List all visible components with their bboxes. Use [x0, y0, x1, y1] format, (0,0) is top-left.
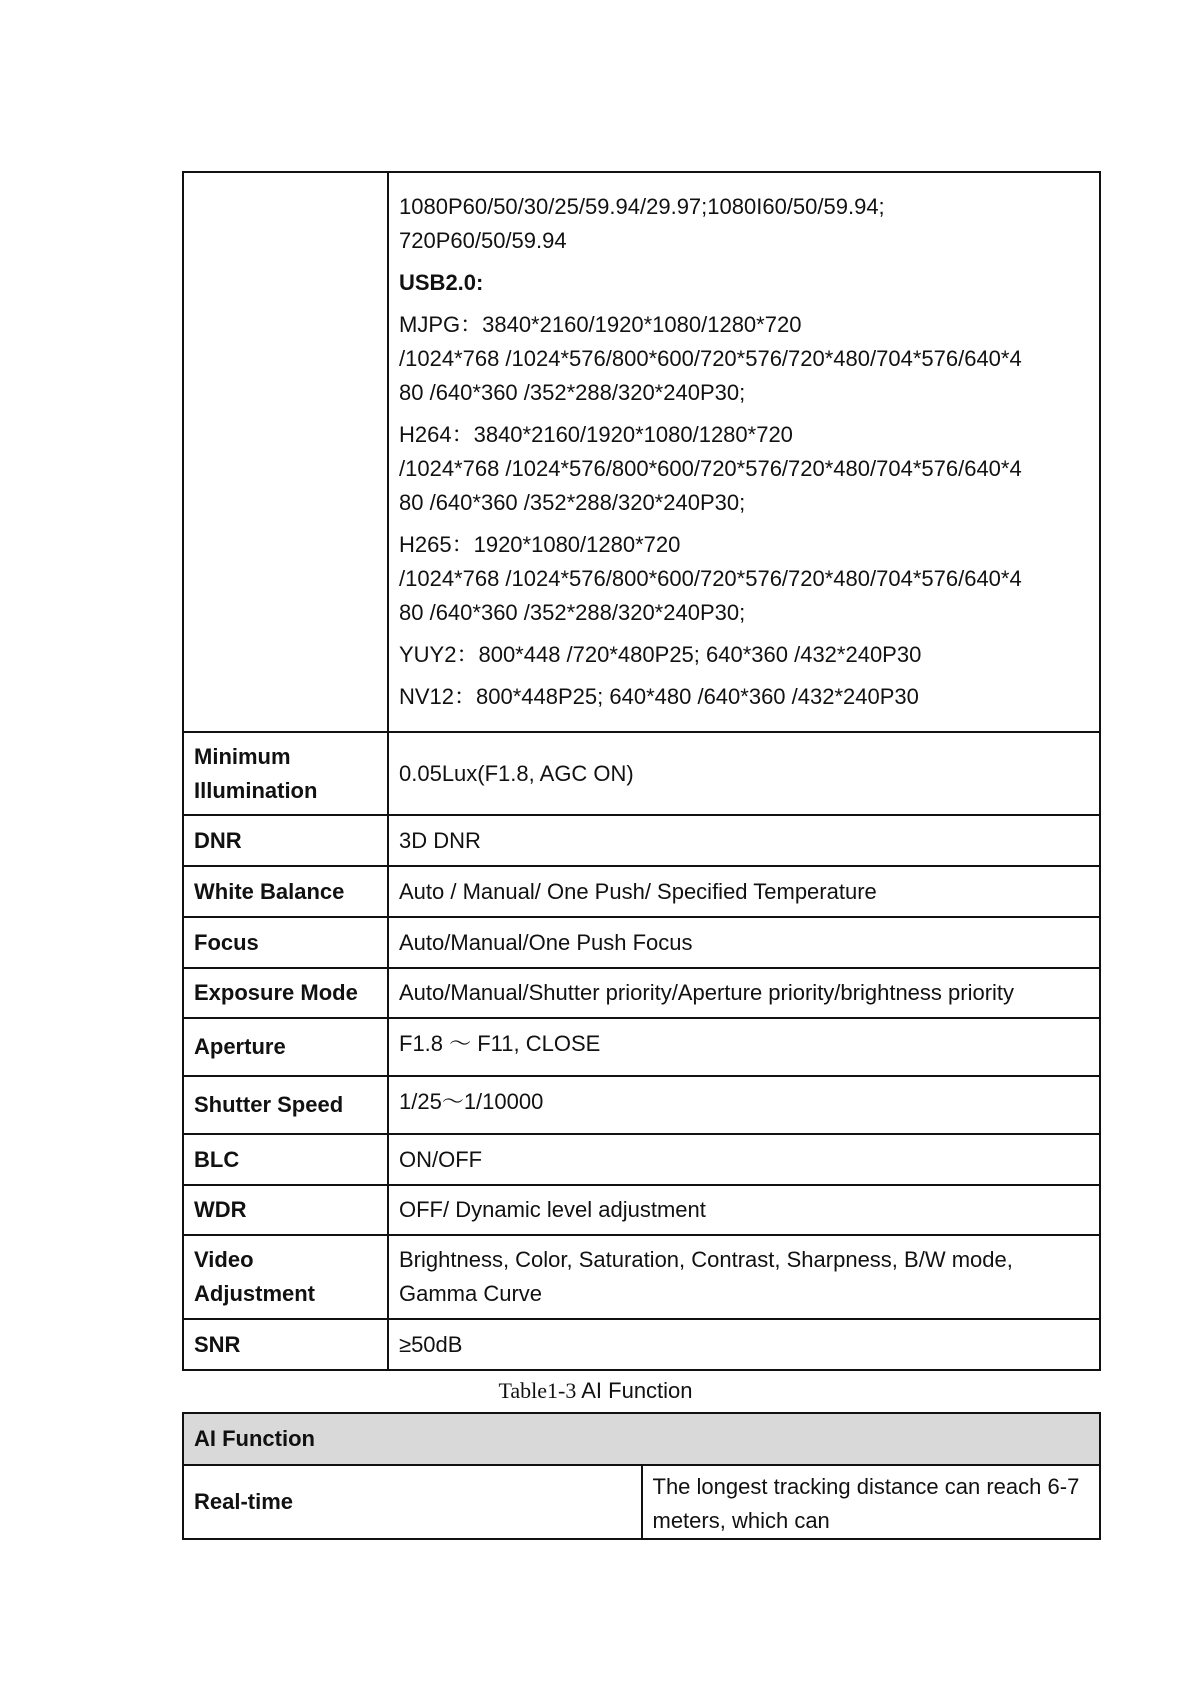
table-row	[183, 1018, 1100, 1076]
row-value: 1/25～1/10000	[388, 1076, 1100, 1134]
row-key: White Balance	[183, 866, 388, 917]
row-key: Video Adjustment	[183, 1235, 388, 1319]
h264-line: H264：3840*2160/1920*1080/1280*720	[399, 422, 793, 447]
h264-line: /1024*768 /1024*576/800*600/720*576/720*480/704*576/640*4	[399, 456, 1022, 481]
table-caption	[0, 1378, 1191, 1404]
row-key: Exposure Mode	[183, 968, 388, 1018]
table-row	[183, 1185, 1100, 1235]
table-row	[183, 968, 1100, 1018]
format-line: 720P60/50/59.94	[399, 228, 567, 253]
table-header-row	[183, 1413, 1100, 1465]
caption-number: Table1-3	[498, 1378, 577, 1403]
row-value: Brightness, Color, Saturation, Contrast, Sharpness, B/W mode, Gamma Curve	[388, 1235, 1100, 1319]
row-key: DNR	[183, 815, 388, 866]
table-row	[183, 1465, 1100, 1539]
table-row	[183, 866, 1100, 917]
row-key: Aperture	[183, 1018, 388, 1076]
row-key: Focus	[183, 917, 388, 968]
row-value: OFF/ Dynamic level adjustment	[388, 1185, 1100, 1235]
table-row	[183, 1235, 1100, 1319]
row-key: Real-time	[183, 1465, 642, 1539]
row-key: WDR	[183, 1185, 388, 1235]
empty-key-cell	[183, 172, 388, 732]
format-line: 1080P60/50/30/25/59.94/29.97;1080I60/50/59.94;	[399, 194, 885, 219]
row-key: Shutter Speed	[183, 1076, 388, 1134]
table-header: AI Function	[183, 1413, 1100, 1465]
mjpg-line: MJPG：3840*2160/1920*1080/1280*720	[399, 312, 802, 337]
spec-table	[182, 171, 1101, 1371]
table-row	[183, 172, 1100, 732]
row-value: Auto / Manual/ One Push/ Specified Temperature	[388, 866, 1100, 917]
mjpg-line: 80 /640*360 /352*288/320*240P30;	[399, 380, 746, 405]
caption-title: AI Function	[576, 1378, 693, 1403]
table-row	[183, 1134, 1100, 1185]
row-key: SNR	[183, 1319, 388, 1370]
row-value: ≥50dB	[388, 1319, 1100, 1370]
row-value: The longest tracking distance can reach 6-7 meters, which can	[642, 1465, 1101, 1539]
row-value: Auto/Manual/One Push Focus	[388, 917, 1100, 968]
table-row	[183, 815, 1100, 866]
table-row	[183, 1319, 1100, 1370]
h265-line: /1024*768 /1024*576/800*600/720*576/720*480/704*576/640*4	[399, 566, 1022, 591]
table-row	[183, 1076, 1100, 1134]
row-key: BLC	[183, 1134, 388, 1185]
row-value: ON/OFF	[388, 1134, 1100, 1185]
video-format-cell	[388, 172, 1100, 732]
table-row	[183, 732, 1100, 815]
nv12-line: NV12：800*448P25; 640*480 /640*360 /432*240P30	[399, 684, 919, 709]
row-value: 0.05Lux(F1.8, AGC ON)	[388, 732, 1100, 815]
table-row	[183, 917, 1100, 968]
usb-label: USB2.0:	[399, 270, 484, 295]
h265-line: 80 /640*360 /352*288/320*240P30;	[399, 600, 746, 625]
h264-line: 80 /640*360 /352*288/320*240P30;	[399, 490, 746, 515]
ai-function-table	[182, 1412, 1101, 1540]
h265-line: H265：1920*1080/1280*720	[399, 532, 681, 557]
row-value: 3D DNR	[388, 815, 1100, 866]
row-value: F1.8 ～ F11, CLOSE	[388, 1018, 1100, 1076]
yuy2-line: YUY2：800*448 /720*480P25; 640*360 /432*240P30	[399, 642, 922, 667]
row-key: Minimum Illumination	[183, 732, 388, 815]
mjpg-line: /1024*768 /1024*576/800*600/720*576/720*480/704*576/640*4	[399, 346, 1022, 371]
row-value: Auto/Manual/Shutter priority/Aperture priority/brightness priority	[388, 968, 1100, 1018]
